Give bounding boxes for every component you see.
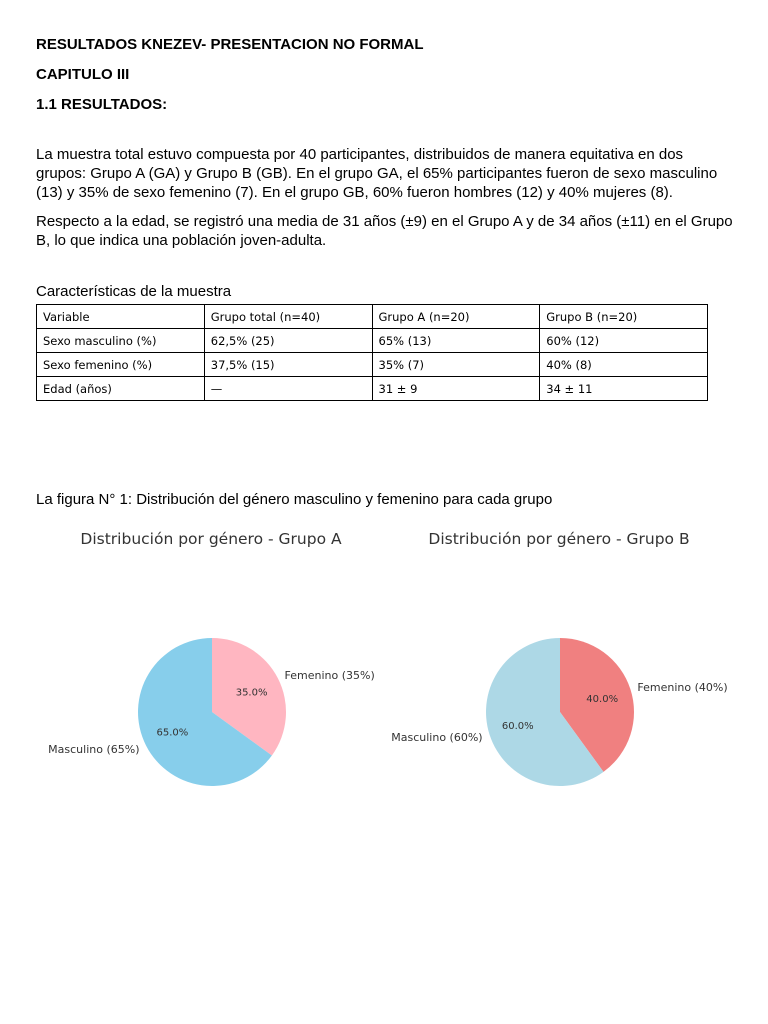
pie-chart-grupo-b <box>378 522 748 812</box>
pie-percent-label: 35.0% <box>235 687 268 699</box>
pie-slice-label: Masculino (65%) <box>48 743 140 756</box>
table-row <box>37 329 708 353</box>
table-cell: Sexo masculino (%) <box>37 329 205 353</box>
pie-chart-grupo-a <box>20 522 390 812</box>
pie-percent-label: 60.0% <box>501 721 534 733</box>
table-header-cell: Grupo total (n=40) <box>204 305 372 329</box>
pie-slice-label: Masculino (60%) <box>391 731 483 745</box>
table-cell: 35% (7) <box>372 353 540 377</box>
table-cell: 62,5% (25) <box>204 329 372 353</box>
table-cell: Edad (años) <box>37 377 205 401</box>
chapter-heading: CAPITULO III <box>36 66 130 83</box>
document-title: RESULTADOS KNEZEV- PRESENTACION NO FORMAL <box>36 36 424 53</box>
table-cell: 65% (13) <box>372 329 540 353</box>
table-header-cell: Variable <box>37 305 205 329</box>
table-cell: 60% (12) <box>540 329 708 353</box>
section-heading: 1.1 RESULTADOS: <box>36 96 168 113</box>
pie-slice-label: Femenino (40%) <box>637 680 728 694</box>
pie-slice-label: Femenino (35%) <box>284 669 375 682</box>
table-header-row <box>37 305 708 329</box>
pie-percent-label: 40.0% <box>586 693 619 705</box>
paragraph-sample: La muestra total estuvo compuesta por 40 participantes, distribuidos de manera equitativa en dos grupos: Grupo A (GA) y Grupo B (GB). En el grupo GA, el 65% participantes fueron de sexo masculino (13) y 35% de sexo femenino (7). En el grupo GB, 60% fueron hombres (12) y 40% mujeres (8). <box>36 146 718 201</box>
table-cell: 40% (8) <box>540 353 708 377</box>
table-header-cell: Grupo B (n=20) <box>540 305 708 329</box>
table-row <box>37 353 708 377</box>
chart-title: Distribución por género - Grupo B <box>428 530 690 548</box>
table-cell: 37,5% (15) <box>204 353 372 377</box>
table-cell: 31 ± 9 <box>372 377 540 401</box>
pie-chart-grupo-b-svg <box>378 522 748 812</box>
table-cell: Sexo femenino (%) <box>37 353 205 377</box>
table-cell: 34 ± 11 <box>540 377 708 401</box>
sample-characteristics-table <box>36 304 708 401</box>
pie-percent-label: 65.0% <box>156 727 189 739</box>
chart-title: Distribución por género - Grupo A <box>80 530 342 548</box>
figure-caption: La figura N° 1: Distribución del género masculino y femenino para cada grupo <box>36 491 553 508</box>
paragraph-age: Respecto a la edad, se registró una media de 31 años (±9) en el Grupo A y de 34 años (±11) en el Grupo B, lo que indica una población joven-adulta. <box>36 213 733 249</box>
pie-chart-grupo-a-svg <box>20 522 390 812</box>
table-cell: — <box>204 377 372 401</box>
table-caption: Características de la muestra <box>36 283 232 300</box>
table-row <box>37 377 708 401</box>
table-header-cell: Grupo A (n=20) <box>372 305 540 329</box>
